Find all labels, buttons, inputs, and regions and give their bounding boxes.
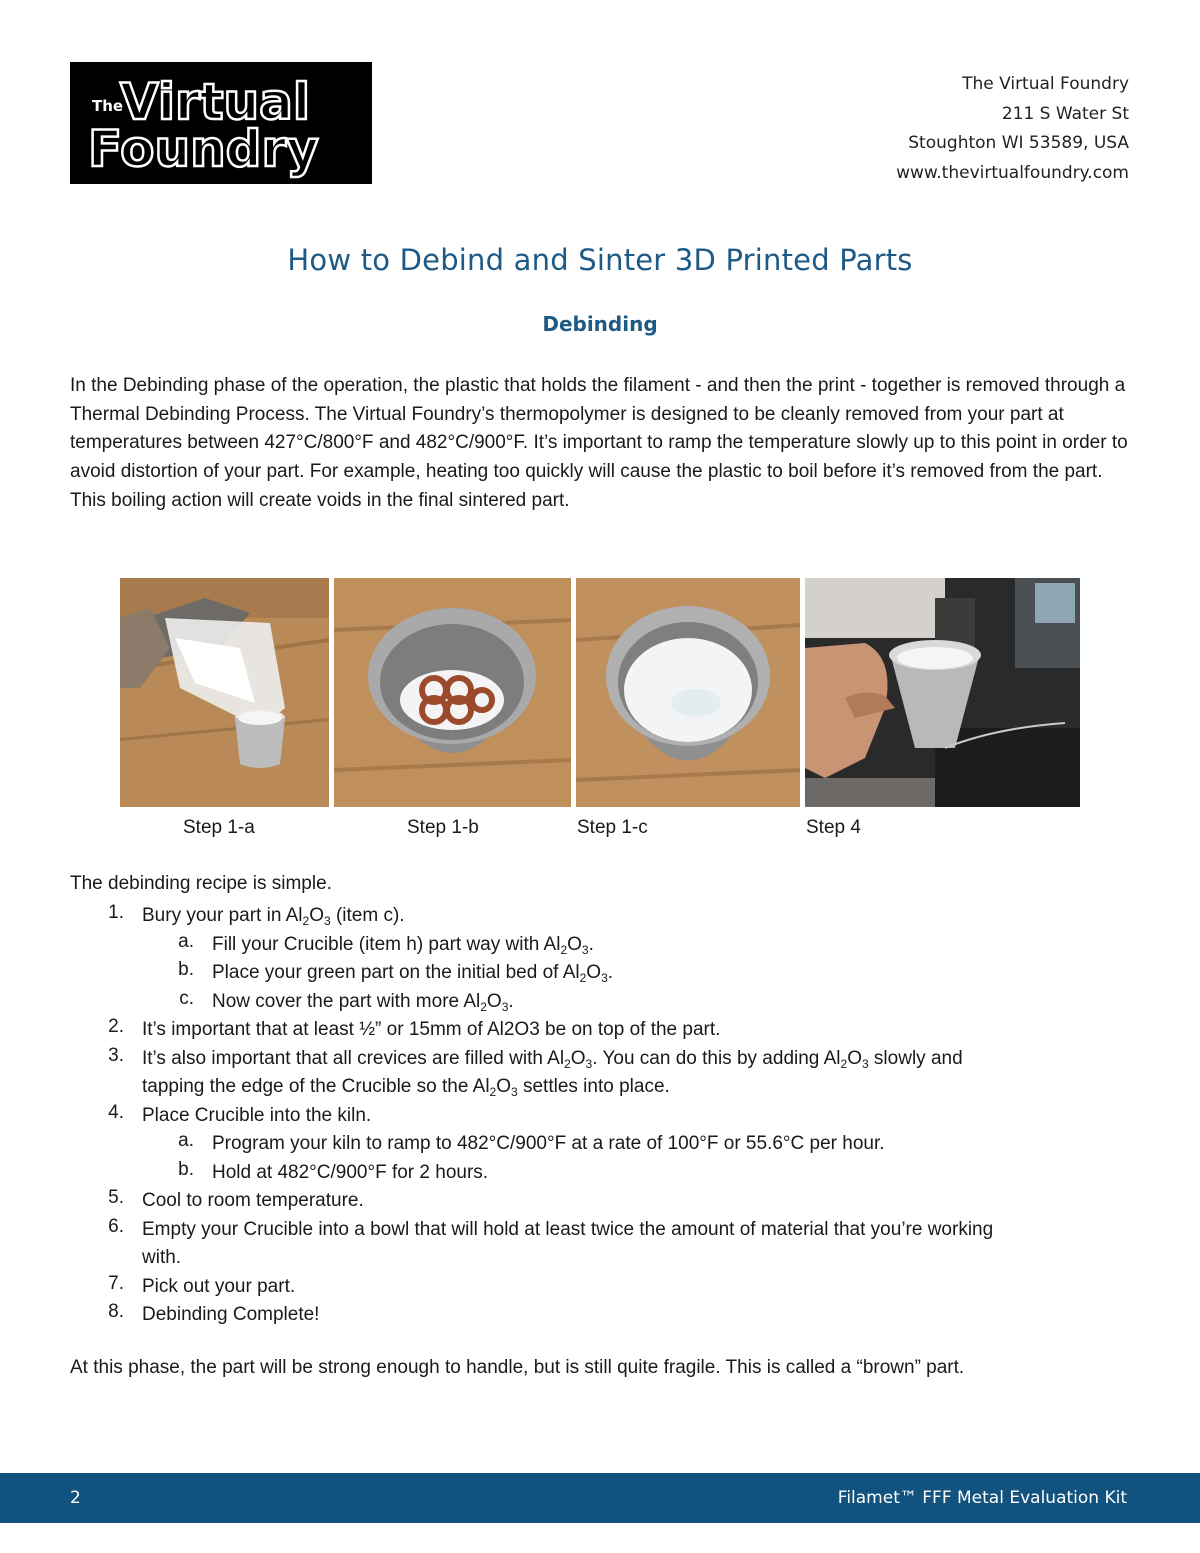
logo-text-the: The: [92, 97, 124, 115]
address-street: 211 S Water St: [1001, 103, 1129, 124]
photo-step-1a: [120, 578, 329, 807]
footer-kit-name: Filamet™ FFF Metal Evaluation Kit: [837, 1488, 1127, 1508]
photo-step-1b: [334, 578, 571, 807]
address-city: Stoughton WI 53589, USA: [908, 133, 1129, 153]
page-title: How to Debind and Sinter 3D Printed Parts: [287, 243, 913, 277]
caption-step-1b: Step 1-b: [407, 817, 479, 838]
logo-text-foundry: Foundry: [88, 120, 319, 178]
address-website[interactable]: www.thevirtualfoundry.com: [896, 162, 1129, 183]
caption-step-4: Step 4: [806, 817, 861, 838]
section-heading: Debinding: [542, 312, 658, 336]
intro-paragraph: In the Debinding phase of the operation, the plastic that holds the filament - and then the print - together is removed through a Thermal Debinding Process. The Virtual Foundry’s thermopolymer is designed to be cleanly removed from your part at temperatures between 427°C/800°F and 482°C/900°F. It’s important to ramp the temperature slowly up to this point in order to avoid distortion of your part. For example, heating too quickly will cause the plastic to boil before it’s removed from the part. This boiling action will create voids in the final sintered part.: [70, 375, 1128, 511]
page-footer: [0, 1473, 1200, 1523]
recipe-intro: The debinding recipe is simple.: [70, 873, 332, 894]
caption-step-1a: Step 1-a: [183, 817, 255, 838]
company-address: [896, 70, 1129, 188]
photo-step-4: [805, 578, 1080, 807]
photo-step-1c: [576, 578, 800, 807]
company-logo: [70, 62, 372, 184]
logo-text-virtual: Virtual: [120, 73, 310, 131]
closing-paragraph: At this phase, the part will be strong enough to handle, but is still quite fragile. This is called a “brown” part.: [70, 1357, 965, 1378]
page-number: 2: [70, 1488, 81, 1508]
address-company-name: The Virtual Foundry: [962, 74, 1129, 94]
caption-step-1c: Step 1-c: [577, 817, 648, 838]
